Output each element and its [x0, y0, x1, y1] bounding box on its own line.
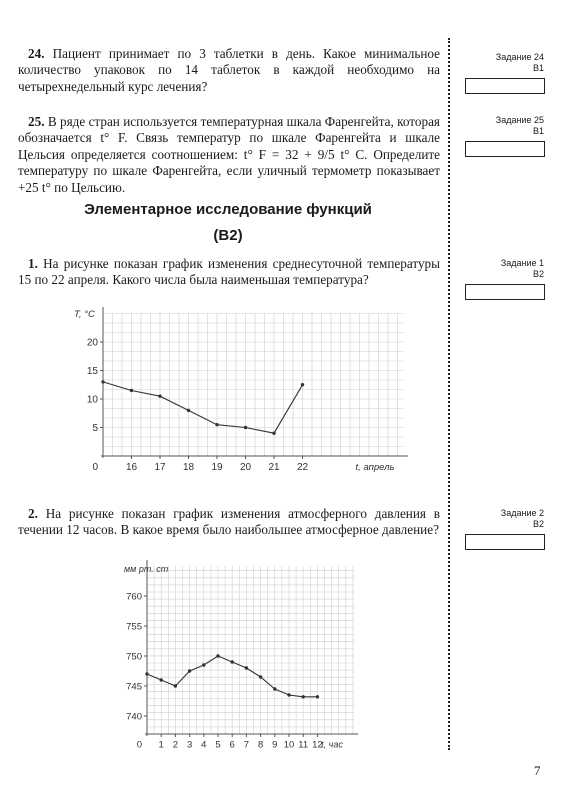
y-tick-label: 5: [92, 423, 98, 434]
data-point: [216, 654, 219, 657]
data-point: [101, 380, 104, 383]
answer-label-2: Задание 2: [500, 508, 544, 518]
problem-1: [18, 256, 440, 289]
problem-1-text: На рисунке показан график изменения среднесуточной температуры 15 по 22 апреля. Какого числа была наименьшая температура?: [18, 256, 440, 288]
x-tick-label: 17: [154, 462, 166, 473]
x-tick-label: 20: [239, 462, 252, 473]
answer-sub-24: В1: [532, 63, 544, 73]
problem-25-text: В ряде стран используется температурная шкала Фаренгейта, которая обозначается t° F. Связь температур по шкале Фаренгейта и шкале Цельсия определяется соотношением: t° F = 32 + 9/5 t° С. Определите температуру по шкале Фаренгейта, если уличный термометр показывает +25 t° по Цельсию.: [18, 114, 440, 195]
x-tick-label: 5: [215, 739, 221, 751]
answer-sub-25: В1: [532, 126, 544, 136]
pressure-chart: [118, 558, 360, 758]
answer-block-25: [462, 115, 544, 157]
x-tick-label: 12: [312, 739, 323, 751]
x-tick-label: 10: [283, 739, 295, 751]
x-tick-label: 6: [229, 739, 235, 751]
problem-25: [18, 114, 440, 196]
y-axis-label: T, °C: [74, 309, 95, 320]
x-tick-label: 3: [186, 739, 193, 751]
data-point: [231, 660, 234, 663]
x-tick-label: 7: [243, 739, 250, 751]
problem-24-number: 24.: [28, 46, 45, 61]
data-point: [259, 675, 262, 678]
answer-sub-2: В2: [532, 519, 544, 529]
answer-box-1[interactable]: [465, 284, 545, 300]
y-axis-label: мм рт. ст: [124, 564, 169, 574]
x-tick-label: 2: [172, 739, 179, 751]
y-tick-label: 740: [126, 711, 142, 723]
temperature-chart-axes: [100, 307, 408, 459]
page-number: 7: [534, 763, 541, 778]
problem-25-number: 25.: [28, 114, 45, 129]
data-point: [316, 695, 319, 698]
x-tick-label: 8: [257, 739, 264, 751]
data-point: [145, 672, 148, 675]
temperature-chart: [70, 305, 410, 475]
problem-24: [18, 46, 440, 95]
data-point: [272, 432, 275, 435]
data-point: [302, 695, 305, 698]
x-tick-label: 11: [298, 739, 309, 751]
origin-label: 0: [92, 462, 98, 473]
y-tick-label: 745: [126, 681, 142, 693]
answer-block-2: [462, 508, 544, 550]
x-axis-label: t, час: [321, 739, 343, 750]
x-tick-label: 22: [296, 462, 309, 473]
temperature-chart-grid: [103, 313, 404, 456]
x-tick-label: 19: [211, 462, 223, 473]
problem-2-number: 2.: [28, 506, 38, 521]
problem-24-text: Пациент принимает по 3 таблетки в день. Какое минимальное количество упаковок по 14 таблеток в каждой необходимо на четырехнедельный курс лечения?: [18, 46, 441, 94]
data-point: [244, 426, 247, 429]
y-tick-label: 755: [126, 621, 142, 633]
data-point: [187, 409, 190, 412]
problem-2-text: На рисунке показан график изменения атмосферного давления в течении 12 часов. В какое время было наибольшее атмосферное давление?: [18, 506, 441, 538]
answer-label-24: Задание 24: [495, 52, 544, 62]
y-tick-label: 20: [86, 337, 98, 349]
answer-box-2[interactable]: [465, 534, 545, 550]
data-point: [273, 687, 276, 690]
origin-label: 0: [136, 739, 142, 751]
problem-1-number: 1.: [28, 256, 38, 271]
data-point: [158, 394, 161, 397]
answer-block-1: [462, 258, 544, 300]
x-tick-label: 9: [272, 739, 278, 751]
data-point: [160, 678, 163, 681]
x-tick-label: 4: [201, 739, 207, 751]
answer-block-24: [462, 52, 544, 94]
data-point: [188, 669, 191, 672]
x-axis-label: t, апрель: [355, 462, 395, 473]
data-point: [130, 389, 133, 392]
answer-sub-1: В2: [532, 269, 544, 279]
section-title: Элементарное исследование функций: [84, 201, 372, 218]
section-subtitle: (В2): [213, 227, 243, 244]
answer-label-25: Задание 25: [495, 115, 544, 125]
answer-label-1: Задание 1: [500, 258, 544, 268]
data-point: [174, 684, 177, 687]
answer-box-24[interactable]: [465, 78, 545, 94]
data-point: [301, 383, 304, 386]
y-tick-label: 15: [86, 366, 98, 377]
data-point: [202, 663, 205, 666]
x-tick-label: 18: [182, 462, 195, 473]
pressure-chart-grid: [147, 566, 354, 734]
y-tick-label: 10: [86, 394, 98, 406]
x-tick-label: 16: [125, 462, 138, 473]
answer-box-25[interactable]: [465, 141, 545, 157]
margin-divider: [448, 38, 450, 750]
y-tick-label: 760: [126, 591, 142, 603]
x-tick-label: 21: [268, 462, 280, 473]
data-point: [287, 693, 290, 696]
y-tick-label: 750: [126, 651, 142, 663]
x-tick-label: 1: [158, 739, 164, 751]
data-point: [215, 423, 218, 426]
problem-2: [18, 506, 440, 539]
data-point: [245, 666, 248, 669]
